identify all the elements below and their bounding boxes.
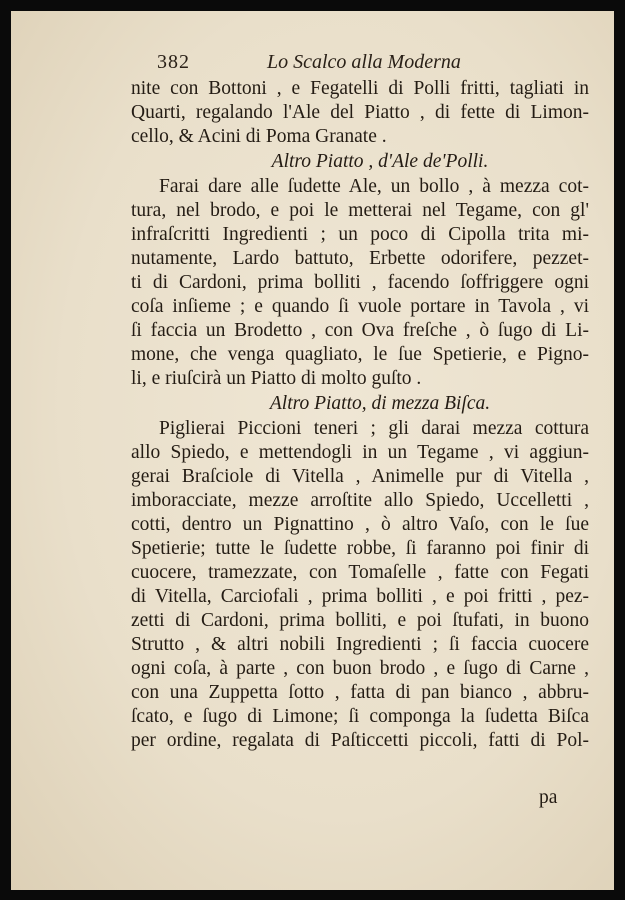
recipe-heading: Altro Piatto, di mezza Biſca. [269, 393, 491, 414]
text-line: cello, & Acini di Poma Granate . [131, 126, 387, 147]
text-line: ti di Cardoni, prima bolliti , facendo ſoffriggere ogni [131, 272, 589, 293]
text-line: imboracciate, mezze arroſtite allo Spiedo, Uccelletti , [131, 490, 589, 511]
text-line: Farai dare alle ſudette Ale, un bollo , à mezza cot- [159, 176, 589, 197]
text-line: cotti, dentro un Pignattino , ò altro Vaſo, con le ſue [131, 514, 589, 535]
text-line: nutamente, Lardo battuto, Erbette odorifere, pezzet- [131, 248, 589, 269]
catchword: pa [539, 787, 558, 808]
text-line: nite con Bottoni , e Fegatelli di Polli fritti, tagliati in [131, 78, 589, 99]
text-line: ſcato, e ſugo di Limone; ſi componga la ſudetta Biſca [131, 706, 589, 727]
page-body [131, 77, 589, 753]
text-line: infraſcritti Ingredienti ; un poco di Cipolla trita mi- [131, 224, 589, 245]
text-line: con una Zuppetta ſotto , fatta di pan bianco , abbru- [131, 682, 589, 703]
text-line: ogni coſa, à parte , con buon brodo , e ſugo di Carne , [131, 658, 589, 679]
text-line: Quarti, regalando l'Ale del Piatto , di fette di Limon- [131, 102, 589, 123]
page-number: 382 [157, 51, 190, 73]
text-line: coſa inſieme ; e quando ſi vuole portare in Tavola , vi [131, 296, 589, 317]
text-line: tura, nel brodo, e poi le metterai nel Tegame, con gl' [131, 200, 589, 221]
text-line: cuocere, tramezzate, con Tomaſelle , fatte con Fegati [131, 562, 589, 583]
running-header [157, 51, 487, 77]
text-line: gerai Braſciole di Vitella , Animelle pur di Vitella , [131, 466, 589, 487]
text-line: zetti di Cardoni, prima bolliti, e poi ſtufati, in buono [131, 610, 589, 631]
text-line: Piglierai Piccioni teneri ; gli darai mezza cottura [159, 418, 589, 439]
text-line: mone, che venga quagliato, le ſue Spetierie, e Pigno- [131, 344, 589, 365]
running-title: Lo Scalco alla Moderna [267, 51, 461, 73]
recipe-heading: Altro Piatto , d'Ale de'Polli. [271, 151, 489, 172]
text-line: di Vitella, Carciofali , prima bolliti , e poi fritti , pez- [131, 586, 589, 607]
text-line: allo Spiedo, e mettendogli in un Tegame , vi aggiun- [131, 442, 589, 463]
text-line: Spetierie; tutte le ſudette robbe, ſi faranno poi finir di [131, 538, 589, 559]
text-line: li, e riuſcirà un Piatto di molto guſto . [131, 368, 422, 389]
text-line: per ordine, regalata di Paſticcetti piccoli, fatti di Pol- [131, 730, 589, 751]
book-page [11, 11, 614, 890]
text-line: ſi faccia un Brodetto , con Ova freſche , ò ſugo di Li- [131, 320, 589, 341]
text-line: Strutto , & altri nobili Ingredienti ; ſi faccia cuocere [131, 634, 589, 655]
